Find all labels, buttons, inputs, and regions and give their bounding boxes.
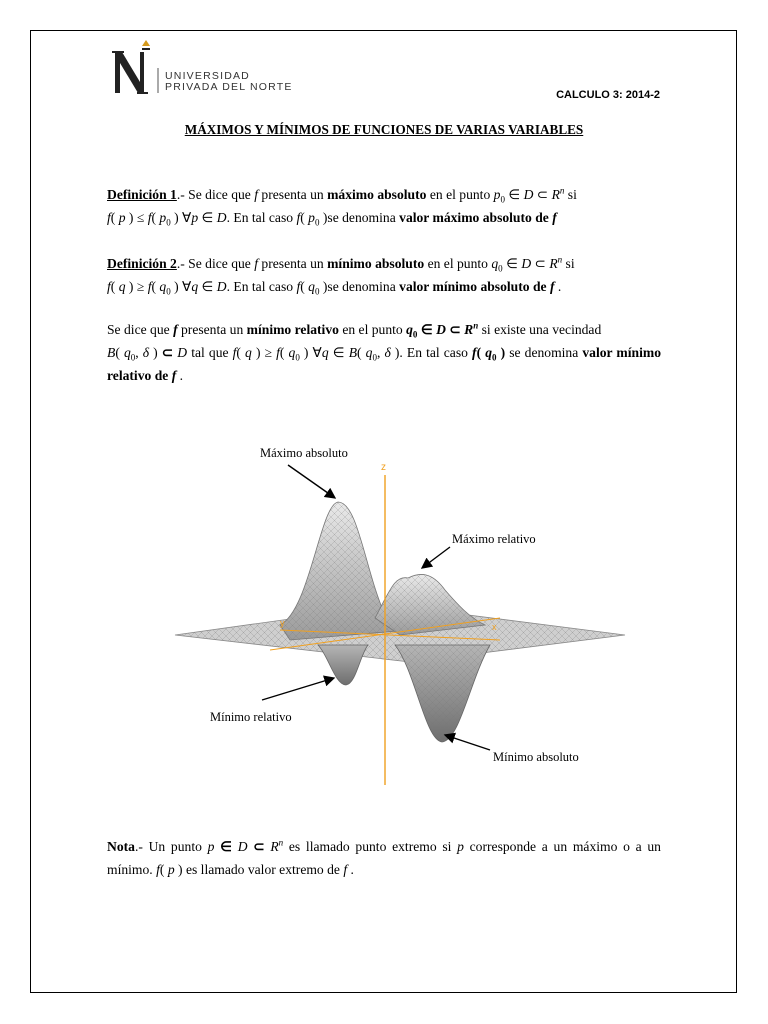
label-min-abs: Mínimo absoluto xyxy=(493,750,579,764)
university-line2: PRIVADA DEL NORTE xyxy=(165,81,293,93)
relative-minimum-valley xyxy=(318,645,368,685)
x-axis-label: x xyxy=(492,622,497,632)
label-min-rel: Mínimo relativo xyxy=(210,710,292,724)
surface-plot-figure xyxy=(170,440,630,790)
surface-plot xyxy=(170,440,630,790)
university-name xyxy=(165,71,293,93)
course-code: CALCULO 3: 2014-2 xyxy=(556,89,660,101)
definition-1: Definición 1.- Se dice que f presenta un máximo absoluto en el punto $p_0$ ∈ D ⊂ $R^n$ si f( p ) ≤ f( $p_0$ ) ∀p ∈ D. En tal caso f( $p_0$ )se denomina valor máximo absoluto de f xyxy=(107,185,577,228)
arrow-min-abs xyxy=(445,735,490,750)
university-line1: UNIVERSIDAD xyxy=(165,70,250,82)
definition-2: Definición 2.- Se dice que f presenta un mínimo absoluto en el punto $q_0$ ∈ D ⊂ $R^n$ si f( q ) ≥ f( $q_0$ ) ∀q ∈ D. En tal caso f( $q_0$ )se denomina valor mínimo absoluto de f . xyxy=(107,254,575,297)
arrow-max-abs xyxy=(288,465,335,498)
note: Nota.- Un punto p ∈ D ⊂ $R^n$ es llamado punto extremo si p corresponde a un máximo o a un mínimo. f( p ) es llamado valor extremo de f . xyxy=(107,837,661,877)
label-max-abs: Máximo absoluto xyxy=(260,446,348,460)
label-max-rel: Máximo relativo xyxy=(452,532,536,546)
arrow-max-rel xyxy=(422,547,450,568)
y-axis-label: y xyxy=(280,618,285,628)
page-title: MÁXIMOS Y MÍNIMOS DE FUNCIONES DE VARIAS VARIABLES xyxy=(184,122,584,137)
arrow-min-rel xyxy=(262,678,334,700)
definition-relative-minimum: Se dice que f presenta un mínimo relativo en el punto $q_0$ ∈ D ⊂ $R^n$ si existe una vecindad B( $q_0$, δ ) ⊂ D tal que f( q ) ≥ f( $q_0$ ) ∀q ∈ B( $q_0$, δ ). En tal caso f( $q_0$ ) se denomina valor mínimo relativo de f . xyxy=(107,320,661,383)
z-axis-label: z xyxy=(381,462,386,473)
